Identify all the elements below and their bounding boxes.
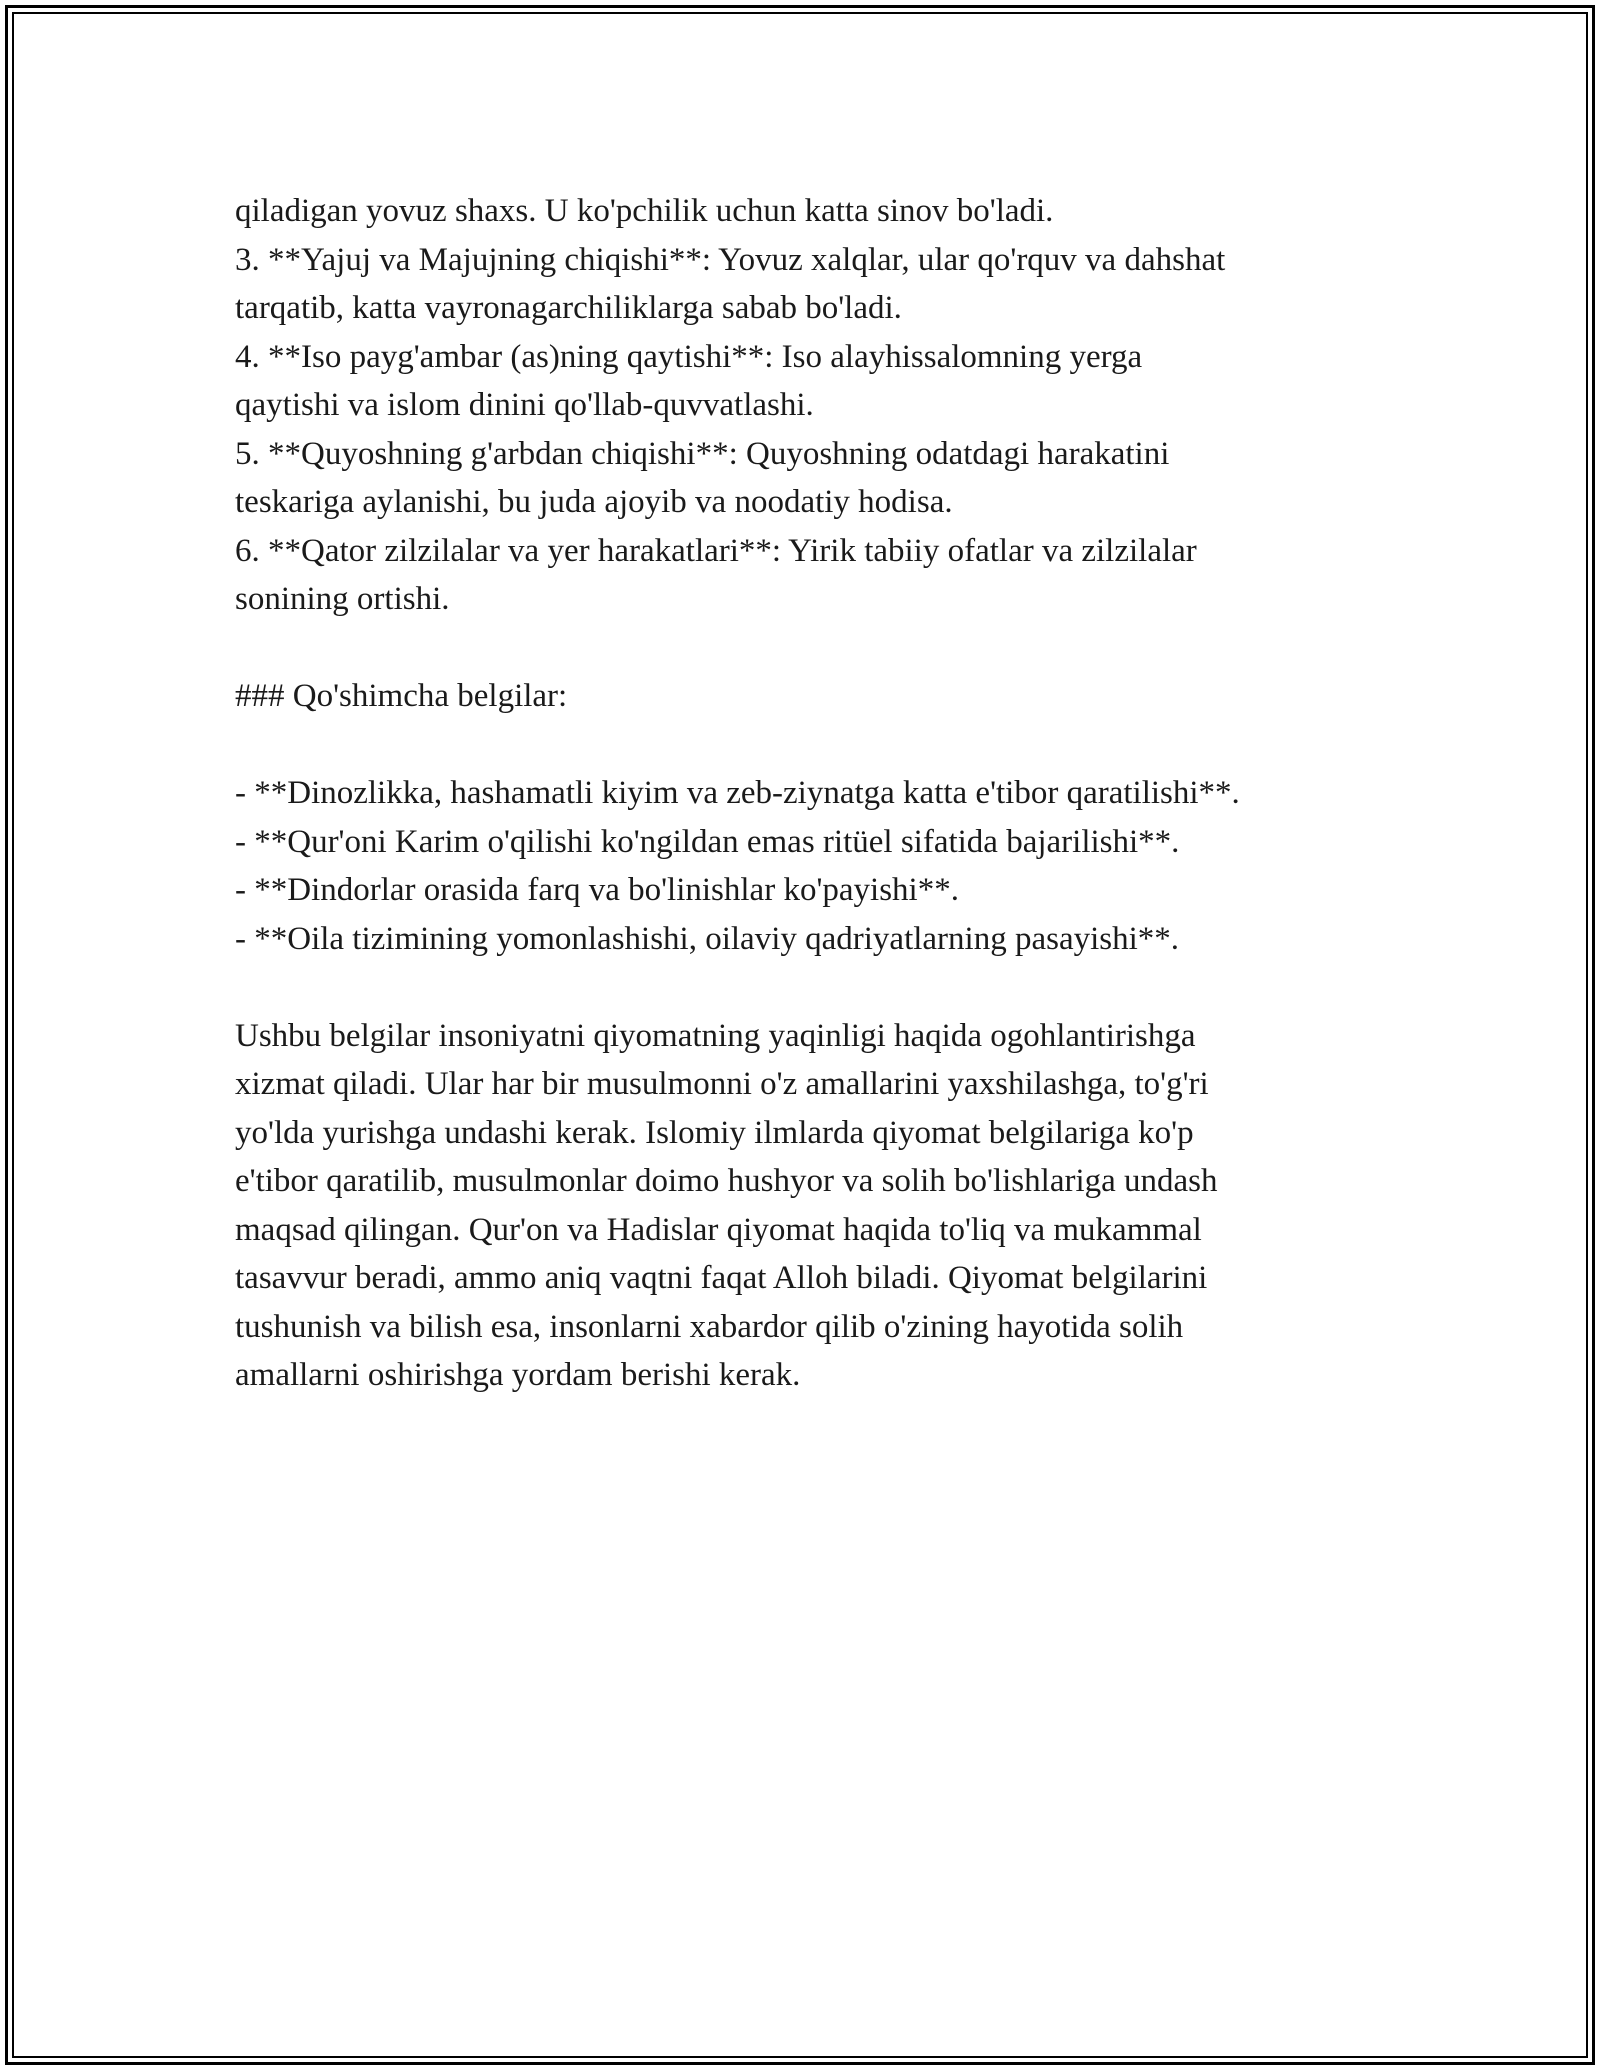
paragraph-line: maqsad qilingan. Qur'on va Hadislar qiyomat haqida to'liq va mukammal — [235, 1211, 1202, 1248]
blank-line — [235, 721, 1365, 770]
text-line: teskariga aylanishi, bu juda ajoyib va noodatiy hodisa. — [235, 484, 953, 520]
text-line: qiladigan yovuz shaxs. U ko'pchilik uchun katta sinov bo'ladi. — [235, 193, 1054, 229]
section-heading: ### Qo'shimcha belgilar: — [235, 678, 568, 714]
paragraph-line: xizmat qiladi. Ular har bir musulmonni o'z amallarini yaxshilashga, to'g'ri — [235, 1066, 1209, 1102]
bullet-item: - **Dinozlikka, hashamatli kiyim va zeb-ziynatga katta e'tibor qaratilishi**. — [235, 775, 1240, 811]
bullet-item: - **Dindorlar orasida farq va bo'linishlar ko'payishi**. — [235, 872, 959, 908]
text-line: tarqatib, katta vayronagarchiliklarga sabab bo'ladi. — [235, 290, 902, 326]
list-item-6: 6. **Qator zilzilalar va yer harakatlari**: Yirik tabiiy ofatlar va zilzilalar — [235, 532, 1197, 569]
paragraph-line: e'tibor qaratilib, musulmonlar doimo hushyor va solih bo'lishlariga undash — [235, 1163, 1218, 1199]
paragraph-line: tushunish va bilish esa, insonlarni xabardor qilib o'zining hayotida solih — [235, 1308, 1184, 1345]
paragraph-line: tasavvur beradi, ammo aniq vaqtni faqat Alloh biladi. Qiyomat belgilarini — [235, 1260, 1208, 1296]
paragraph-line: amallarni oshirishga yordam berishi kerak. — [235, 1357, 801, 1393]
list-item-3: 3. **Yajuj va Majujning chiqishi**: Yovuz xalqlar, ular qo'rquv va dahshat — [235, 241, 1226, 278]
list-item-4: 4. **Iso payg'ambar (as)ning qaytishi**: Iso alayhissalomning yerga — [235, 338, 1143, 375]
list-item-5: 5. **Quyoshning g'arbdan chiqishi**: Quyoshning odatdagi harakatini — [235, 435, 1170, 472]
text-line: qaytishi va islom dinini qo'llab-quvvatlashi. — [235, 387, 814, 423]
paragraph-line: Ushbu belgilar insoniyatni qiyomatning yaqinligi haqida ogohlantirishga — [235, 1017, 1196, 1054]
document-body — [235, 187, 1365, 1400]
bullet-item: - **Qur'oni Karim o'qilishi ko'ngildan emas ritüel sifatida bajarilishi**. — [235, 823, 1180, 860]
blank-line — [235, 963, 1365, 1012]
blank-line — [235, 624, 1365, 673]
bullet-item: - **Oila tizimining yomonlashishi, oilaviy qadriyatlarning pasayishi**. — [235, 920, 1180, 957]
text-line: sonining ortishi. — [235, 581, 450, 617]
paragraph-line: yo'lda yurishga undashi kerak. Islomiy ilmlarda qiyomat belgilariga ko'p — [235, 1114, 1194, 1151]
